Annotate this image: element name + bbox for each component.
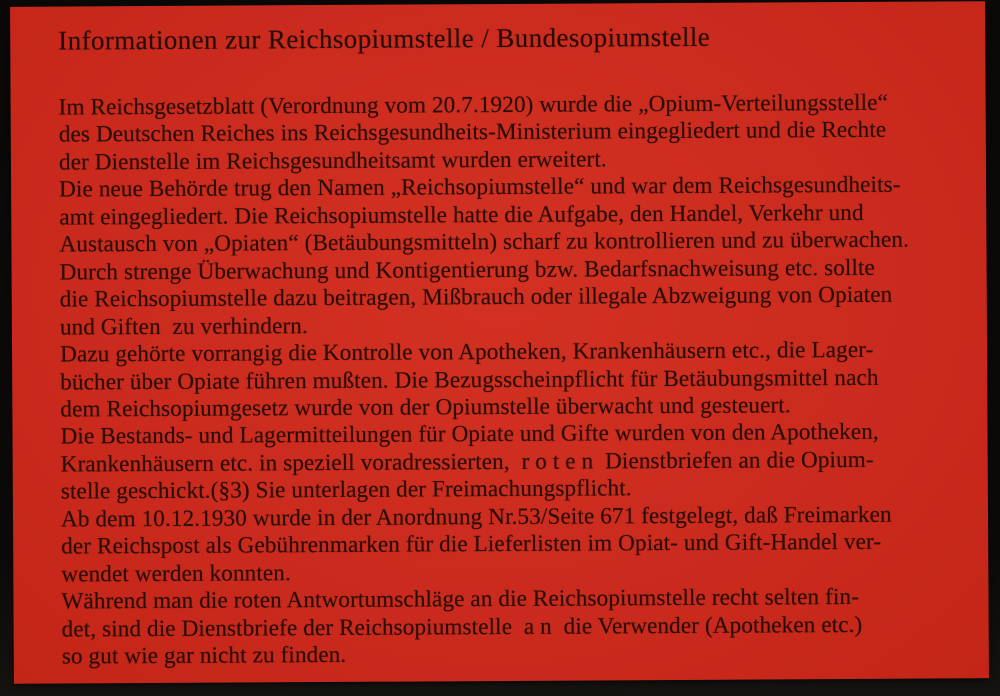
text-line: und Giften zu verhindern.	[59, 312, 308, 341]
text-line: bücher über Opiate führen mußten. Die Bezugsscheinpflicht für Betäubungsmittel nach	[60, 364, 879, 396]
text-line: stelle geschickt.(§3) Sie unterlagen der Freimachungspflicht.	[60, 475, 632, 505]
text-line: det, sind die Dienstbriefe der Reichsopiumstelle a n die Verwender (Apotheken etc.)	[61, 611, 863, 643]
text-line: die Reichsopiumstelle dazu beitragen, Mißbrauch oder illegale Abzweigung von Opiaten	[59, 281, 893, 313]
text-line: Die neue Behörde trug den Namen „Reichsopiumstelle“ und war dem Reichsgesundheits-	[59, 172, 901, 203]
card-title: Informationen zur Reichsopiumstelle / Bundesopiumstelle	[58, 21, 711, 56]
text-line: dem Reichsopiumgesetz wurde von der Opiumstelle überwacht und gesteuert.	[60, 392, 791, 423]
text-line: Krankenhäusern etc. in speziell voradressierten, r o t e n Dienstbriefen an die Opium-	[60, 446, 874, 478]
text-line: der Dienstelle im Reichsgesundheitsamt wurden erweitert.	[58, 146, 607, 176]
text-line: des Deutschen Reiches ins Reichsgesundheits-Ministerium eingegliedert und die Rechte	[58, 117, 887, 148]
text-line: Während man die roten Antwortumschläge an die Reichsopiumstelle recht selten fin-	[61, 584, 860, 615]
text-line: Dazu gehörte vorrangig die Kontrolle von Apotheken, Krankenhäusern etc., die Lager-	[59, 336, 874, 368]
text-line: amt eingegliedert. Die Reichsopiumstelle hatte die Aufgabe, den Handel, Verkehr und	[59, 199, 864, 231]
red-information-card	[10, 1, 989, 684]
text-line: so gut wie gar nicht zu finden.	[61, 641, 347, 670]
text-line: Austausch von „Opiaten“ (Betäubungsmitteln) scharf zu kontrollieren und zu überwachen.	[59, 226, 910, 258]
text-line: Ab dem 10.12.1930 wurde in der Anordnung Nr.53/Seite 671 festgelegt, daß Freimarken	[60, 501, 892, 533]
card-content	[10, 1, 989, 671]
card-body	[59, 89, 949, 671]
text-line: Im Reichsgesetzblatt (Verordnung vom 20.7.1920) wurde die „Opium-Verteilungsstelle“	[58, 89, 889, 121]
text-line: Die Bestands- und Lagermitteilungen für Opiate und Gifte wurden von den Apotheken,	[60, 419, 879, 450]
text-line: der Reichspost als Gebührenmarken für die Lieferlisten im Opiat- und Gift-Handel ver-	[61, 529, 882, 560]
text-line: wendet werden konnten.	[61, 559, 291, 588]
text-line: Durch strenge Überwachung und Kontigentierung bzw. Bedarfsnachweisung etc. sollte	[59, 254, 875, 286]
